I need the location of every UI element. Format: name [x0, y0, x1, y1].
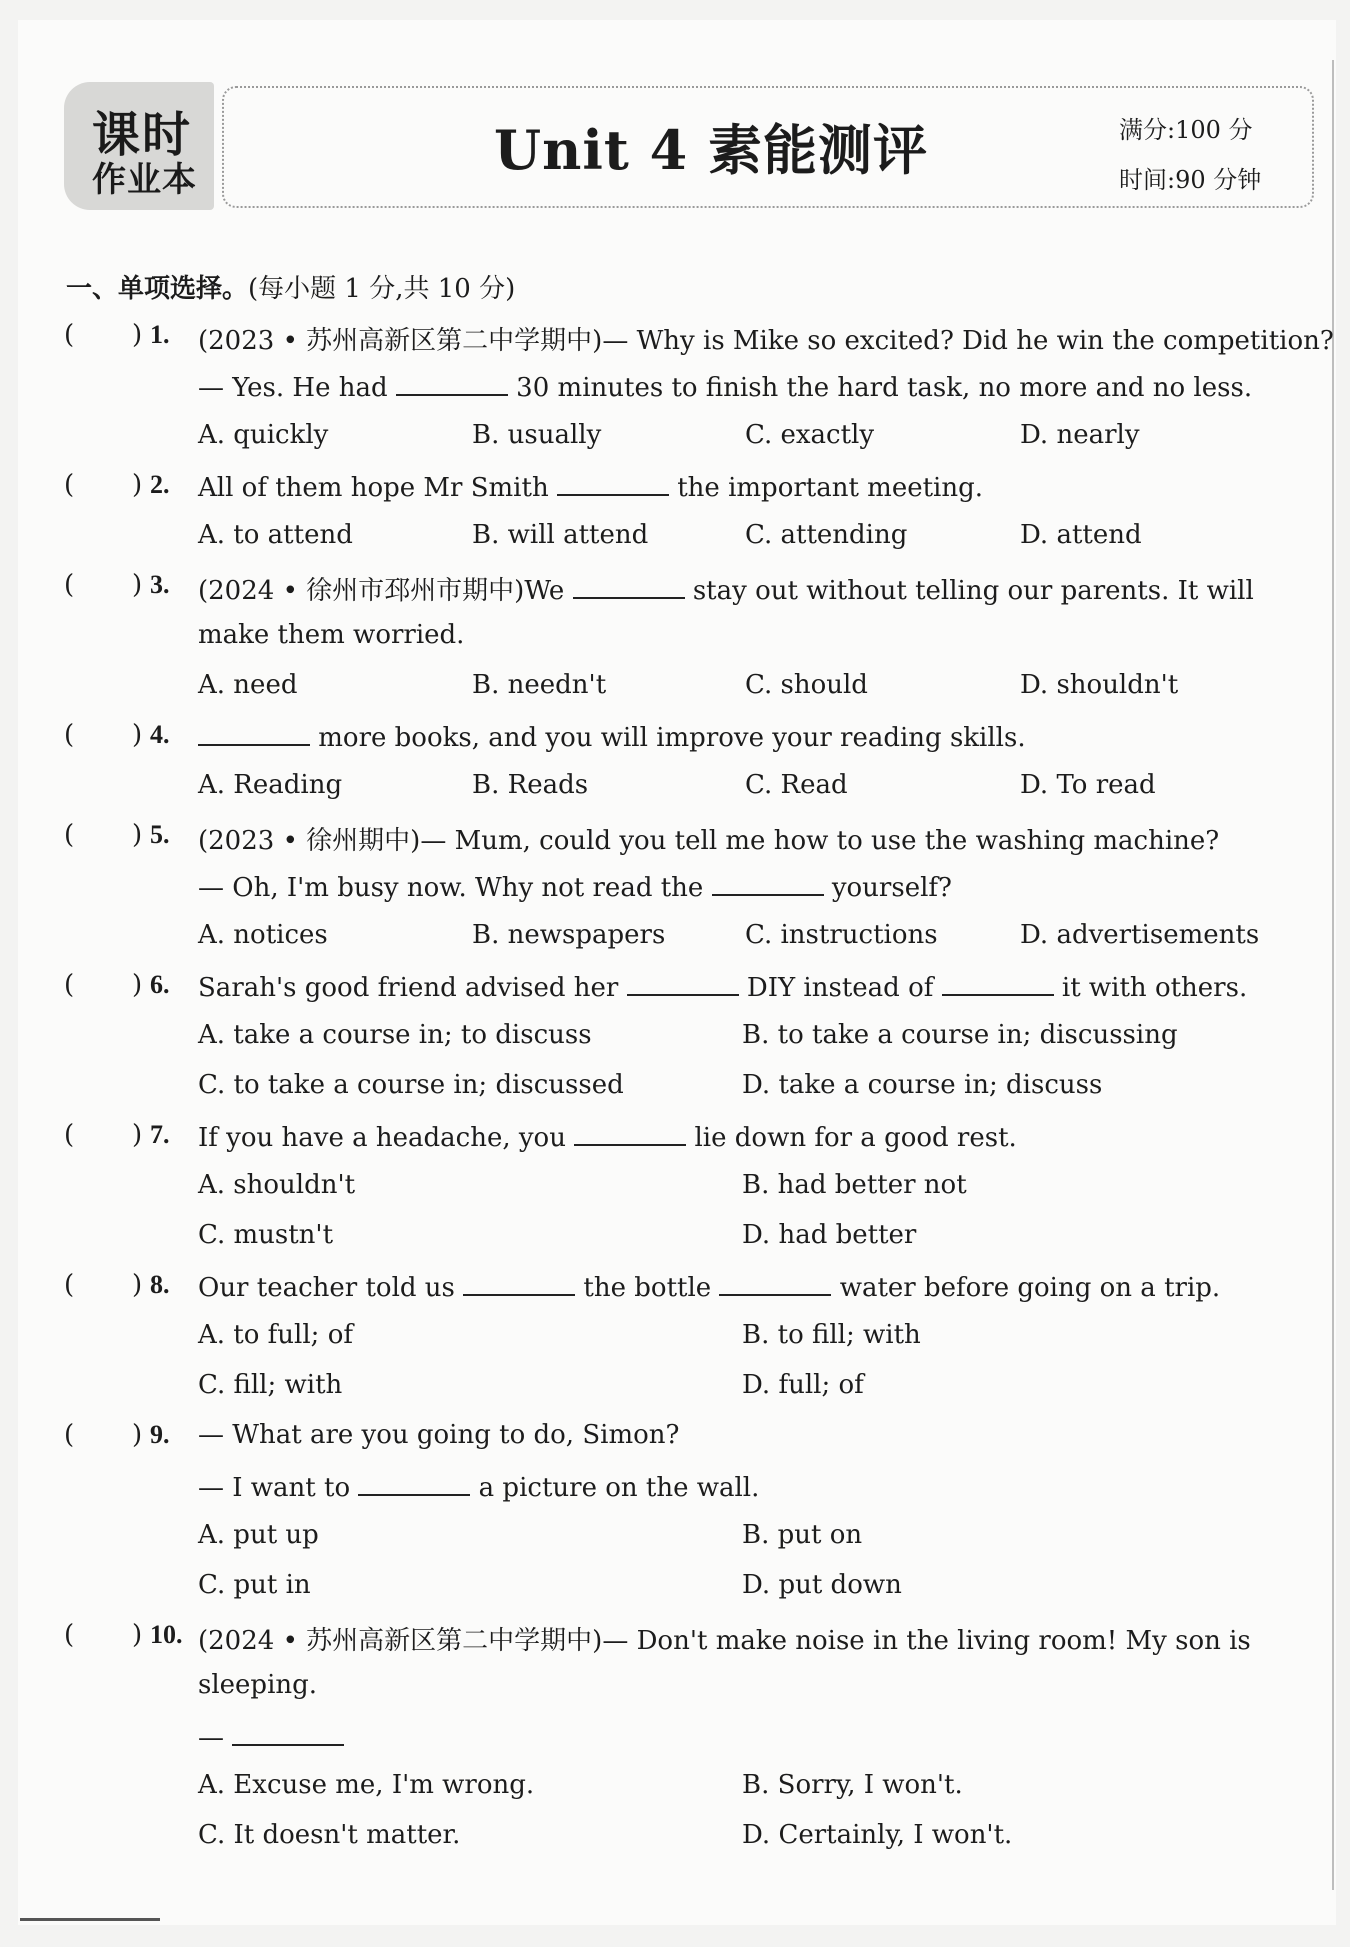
question-text-line: [198, 1720, 344, 1753]
title-box: [222, 86, 1314, 208]
answer-blank[interactable]: [712, 870, 824, 896]
question-number: 6.: [150, 970, 170, 999]
answer-bracket[interactable]: ( ): [64, 820, 143, 850]
question-text: DIY instead of: [738, 973, 942, 1003]
question-text-line: [198, 620, 464, 650]
question-text: make them worried.: [198, 620, 465, 650]
answer-option[interactable]: B. usually: [472, 420, 602, 450]
question-text: 30 minutes to finish the hard task, no more and no less.: [507, 373, 1253, 403]
answer-blank[interactable]: [396, 370, 508, 396]
answer-bracket[interactable]: ( ): [64, 470, 143, 500]
time-limit: 时间:90 分钟: [1119, 166, 1262, 194]
question-text-line: [198, 470, 983, 503]
question-number: 4.: [150, 720, 170, 749]
answer-blank[interactable]: [557, 470, 669, 496]
question-text: —: [198, 1723, 233, 1753]
answer-option[interactable]: D. nearly: [1020, 420, 1140, 450]
answer-option[interactable]: C. instructions: [745, 920, 938, 950]
answer-option[interactable]: A. take a course in; to discuss: [198, 1020, 592, 1050]
footer-rule: [20, 1918, 160, 1921]
answer-option[interactable]: A. shouldn't: [198, 1170, 356, 1200]
logo-line-2: 作业本: [92, 160, 197, 200]
answer-option[interactable]: B. to fill; with: [742, 1320, 921, 1350]
answer-blank[interactable]: [574, 1120, 686, 1146]
page-title: Unit 4 素能测评: [494, 118, 928, 182]
answer-option[interactable]: D. To read: [1020, 770, 1156, 800]
answer-bracket[interactable]: ( ): [64, 1270, 143, 1300]
answer-bracket[interactable]: ( ): [64, 570, 143, 600]
answer-option[interactable]: C. Read: [745, 770, 848, 800]
question-text: (2023 • 徐州期中)— Mum, could you tell me how to use the washing machine?: [198, 826, 1220, 856]
answer-bracket[interactable]: ( ): [64, 1620, 143, 1650]
answer-blank[interactable]: [198, 720, 310, 746]
answer-option[interactable]: C. It doesn't matter.: [198, 1820, 461, 1850]
question-text: — Yes. He had: [198, 373, 396, 403]
answer-bracket[interactable]: ( ): [64, 1420, 143, 1450]
answer-bracket[interactable]: ( ): [64, 320, 143, 350]
question-text: (2024 • 徐州市邳州市期中)We: [198, 576, 573, 606]
question-text: it with others.: [1053, 973, 1248, 1003]
answer-option[interactable]: A. notices: [198, 920, 328, 950]
answer-option[interactable]: A. quickly: [198, 420, 329, 450]
question-number: 2.: [150, 470, 170, 499]
question-number: 7.: [150, 1120, 170, 1149]
answer-option[interactable]: D. put down: [742, 1570, 902, 1600]
answer-option[interactable]: A. Reading: [198, 770, 343, 800]
question-text: Sarah's good friend advised her: [198, 973, 627, 1003]
answer-bracket[interactable]: ( ): [64, 720, 143, 750]
answer-option[interactable]: D. shouldn't: [1020, 670, 1179, 700]
question-text-line: [198, 1270, 1220, 1303]
question-number: 5.: [150, 820, 170, 849]
question-text: If you have a headache, you: [198, 1123, 575, 1153]
question-text: — What are you going to do, Simon?: [198, 1420, 680, 1450]
question-number: 3.: [150, 570, 170, 599]
answer-blank[interactable]: [627, 970, 739, 996]
answer-option[interactable]: D. Certainly, I won't.: [742, 1820, 1013, 1850]
answer-option[interactable]: B. to take a course in; discussing: [742, 1020, 1178, 1050]
section-note: (每小题 1 分,共 10 分): [248, 274, 516, 304]
question-text-line: [198, 970, 1247, 1003]
answer-option[interactable]: A. to full; of: [198, 1320, 353, 1350]
question-text: the important meeting.: [668, 473, 984, 503]
answer-blank[interactable]: [463, 1270, 575, 1296]
answer-blank[interactable]: [942, 970, 1054, 996]
question-text: (2024 • 苏州高新区第二中学期中)— Don't make noise in the living room! My son is: [198, 1626, 1251, 1656]
question-number: 10.: [150, 1620, 183, 1649]
answer-option[interactable]: B. newspapers: [472, 920, 666, 950]
answer-bracket[interactable]: ( ): [64, 970, 143, 1000]
answer-option[interactable]: B. had better not: [742, 1170, 967, 1200]
answer-option[interactable]: C. to take a course in; discussed: [198, 1070, 624, 1100]
answer-option[interactable]: C. fill; with: [198, 1370, 343, 1400]
question-text-line: [198, 1120, 1017, 1153]
question-text: stay out without telling our parents. It will: [684, 576, 1254, 606]
answer-option[interactable]: A. put up: [198, 1520, 319, 1550]
question-text: sleeping.: [198, 1670, 318, 1700]
question-text: Our teacher told us: [198, 1273, 464, 1303]
question-text: a picture on the wall.: [470, 1473, 760, 1503]
question-text: lie down for a good rest.: [686, 1123, 1017, 1153]
answer-blank[interactable]: [573, 573, 685, 599]
question-text-line: [198, 870, 952, 903]
answer-option[interactable]: C. attending: [745, 520, 908, 550]
question-text-line: [198, 1670, 317, 1700]
question-text: water before going on a trip.: [831, 1273, 1221, 1303]
logo-line-1: 课时: [92, 107, 193, 163]
question-text: yourself?: [823, 873, 952, 903]
answer-blank[interactable]: [719, 1270, 831, 1296]
answer-option[interactable]: C. mustn't: [198, 1220, 334, 1250]
question-text: — Oh, I'm busy now. Why not read the: [198, 873, 712, 903]
question-text-line: [198, 570, 1254, 607]
answer-option[interactable]: D. had better: [742, 1220, 917, 1250]
answer-option[interactable]: C. should: [745, 670, 868, 700]
answer-option[interactable]: B. Sorry, I won't.: [742, 1770, 963, 1800]
question-number: 1.: [150, 320, 170, 349]
answer-blank[interactable]: [232, 1720, 344, 1746]
answer-option[interactable]: C. put in: [198, 1570, 311, 1600]
answer-option[interactable]: B. needn't: [472, 670, 607, 700]
answer-option[interactable]: C. exactly: [745, 420, 875, 450]
answer-option[interactable]: B. put on: [742, 1520, 863, 1550]
question-text: more books, and you will improve your reading skills.: [310, 723, 1026, 753]
section-heading: [66, 268, 515, 305]
full-score: 满分:100 分: [1119, 116, 1253, 144]
question-text: All of them hope Mr Smith: [198, 473, 557, 503]
answer-option[interactable]: D. full; of: [742, 1370, 864, 1400]
question-text-line: [198, 1620, 1251, 1657]
question-text-line: [198, 320, 1334, 357]
answer-option[interactable]: A. need: [198, 670, 298, 700]
question-text: the bottle: [575, 1273, 720, 1303]
answer-option[interactable]: D. advertisements: [1020, 920, 1260, 950]
question-text-line: [198, 370, 1252, 403]
answer-option[interactable]: D. take a course in; discuss: [742, 1070, 1103, 1100]
answer-option[interactable]: B. Reads: [472, 770, 589, 800]
answer-option[interactable]: D. attend: [1020, 520, 1142, 550]
question-text-line: [198, 820, 1219, 857]
question-number: 9.: [150, 1420, 170, 1449]
answer-option[interactable]: B. will attend: [472, 520, 649, 550]
question-text-line: [198, 720, 1026, 753]
section-title: 一、单项选择。: [66, 274, 249, 304]
question-text: (2023 • 苏州高新区第二中学期中)— Why is Mike so excited? Did he win the competition?: [198, 326, 1334, 356]
question-text-line: [198, 1470, 759, 1503]
answer-option[interactable]: A. to attend: [198, 520, 353, 550]
answer-bracket[interactable]: ( ): [64, 1120, 143, 1150]
question-text: — I want to: [198, 1473, 359, 1503]
answer-option[interactable]: A. Excuse me, I'm wrong.: [198, 1770, 535, 1800]
question-text-line: [198, 1420, 679, 1450]
workbook-logo: [64, 82, 214, 210]
question-number: 8.: [150, 1270, 170, 1299]
answer-blank[interactable]: [358, 1470, 470, 1496]
